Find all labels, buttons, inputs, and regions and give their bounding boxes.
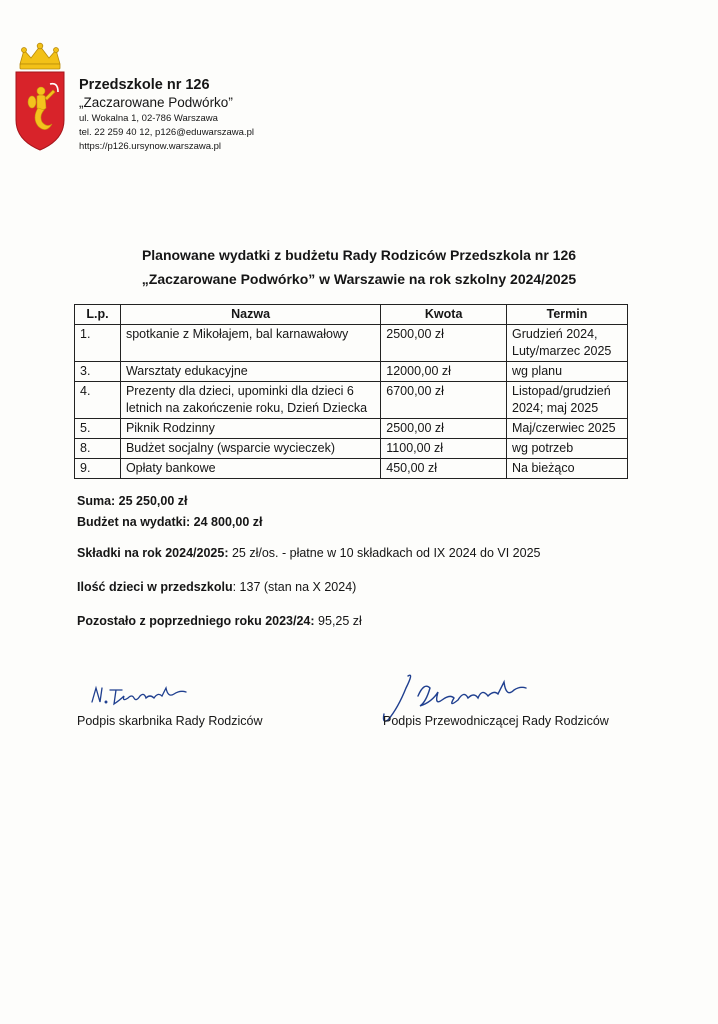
school-name: Przedszkole nr 126 bbox=[79, 77, 210, 93]
cell-lp: 4. bbox=[75, 382, 121, 419]
table-row bbox=[75, 325, 628, 362]
school-subtitle: „Zaczarowane Podwórko” bbox=[79, 95, 233, 110]
remaining-value: 95,25 zł bbox=[314, 614, 362, 628]
table-row bbox=[75, 459, 628, 479]
cell-nazwa: Opłaty bankowe bbox=[120, 459, 380, 479]
remaining-line bbox=[77, 614, 362, 628]
cell-nazwa: Warsztaty edukacyjne bbox=[120, 362, 380, 382]
cell-kwota: 12000,00 zł bbox=[381, 362, 507, 382]
column-header-lp: L.p. bbox=[75, 305, 121, 325]
children-count-label: Ilość dzieci w przedszkolu bbox=[77, 580, 233, 594]
cell-kwota: 1100,00 zł bbox=[381, 439, 507, 459]
children-count-value: : 137 (stan na X 2024) bbox=[232, 580, 357, 594]
warsaw-crest-icon bbox=[14, 42, 66, 154]
cell-lp: 5. bbox=[75, 419, 121, 439]
table-row bbox=[75, 439, 628, 459]
cell-termin: Maj/czerwiec 2025 bbox=[507, 419, 628, 439]
contributions-label: Składki na rok 2024/2025: bbox=[77, 546, 229, 560]
cell-lp: 8. bbox=[75, 439, 121, 459]
expenses-table bbox=[74, 304, 628, 479]
cell-lp: 3. bbox=[75, 362, 121, 382]
column-header-termin: Termin bbox=[507, 305, 628, 325]
cell-lp: 9. bbox=[75, 459, 121, 479]
school-header bbox=[79, 76, 254, 154]
column-header-kwota: Kwota bbox=[381, 305, 507, 325]
school-website: https://p126.ursynow.warszawa.pl bbox=[79, 141, 222, 152]
cell-nazwa: Budżet socjalny (wsparcie wycieczek) bbox=[120, 439, 380, 459]
cell-termin: wg planu bbox=[507, 362, 628, 382]
table-header-row bbox=[75, 305, 628, 325]
remaining-label: Pozostało z poprzedniego roku 2023/24: bbox=[77, 614, 315, 628]
cell-termin: Listopad/grudzień 2024; maj 2025 bbox=[507, 382, 628, 419]
cell-nazwa: Piknik Rodzinny bbox=[120, 419, 380, 439]
school-contact: tel. 22 259 40 12, p126@eduwarszawa.pl bbox=[79, 127, 254, 138]
budget-total: Budżet na wydatki: 24 800,00 zł bbox=[77, 515, 263, 529]
document-title-line-1: Planowane wydatki z budżetu Rady Rodziców Przedszkola nr 126 bbox=[141, 247, 577, 263]
treasurer-signature-label: Podpis skarbnika Rady Rodziców bbox=[77, 714, 263, 728]
contributions-line bbox=[77, 546, 541, 560]
cell-nazwa: spotkanie z Mikołajem, bal karnawałowy bbox=[120, 325, 380, 362]
table-row bbox=[75, 382, 628, 419]
table-row bbox=[75, 362, 628, 382]
cell-nazwa: Prezenty dla dzieci, upominki dla dzieci 6 letnich na zakończenie roku, Dzień Dziecka bbox=[120, 382, 380, 419]
cell-kwota: 2500,00 zł bbox=[381, 325, 507, 362]
contributions-value: 25 zł/os. - płatne w 10 składkach od IX 2024 do VI 2025 bbox=[228, 546, 541, 560]
cell-kwota: 2500,00 zł bbox=[381, 419, 507, 439]
column-header-nazwa: Nazwa bbox=[120, 305, 380, 325]
cell-termin: wg potrzeb bbox=[507, 439, 628, 459]
cell-kwota: 6700,00 zł bbox=[381, 382, 507, 419]
school-address: ul. Wokalna 1, 02-786 Warszawa bbox=[79, 113, 218, 124]
children-count-line bbox=[77, 580, 356, 594]
treasurer-signature bbox=[88, 680, 198, 712]
cell-lp: 1. bbox=[75, 325, 121, 362]
cell-termin: Grudzień 2024, Luty/marzec 2025 bbox=[507, 325, 628, 362]
total-sum: Suma: 25 250,00 zł bbox=[77, 494, 188, 508]
cell-termin: Na bieżąco bbox=[507, 459, 628, 479]
table-row bbox=[75, 419, 628, 439]
chairperson-signature-label: Podpis Przewodniczącej Rady Rodziców bbox=[383, 714, 609, 728]
document-title bbox=[0, 243, 718, 291]
cell-kwota: 450,00 zł bbox=[381, 459, 507, 479]
document-title-line-2: „Zaczarowane Podwórko” w Warszawie na rok szkolny 2024/2025 bbox=[141, 271, 577, 287]
